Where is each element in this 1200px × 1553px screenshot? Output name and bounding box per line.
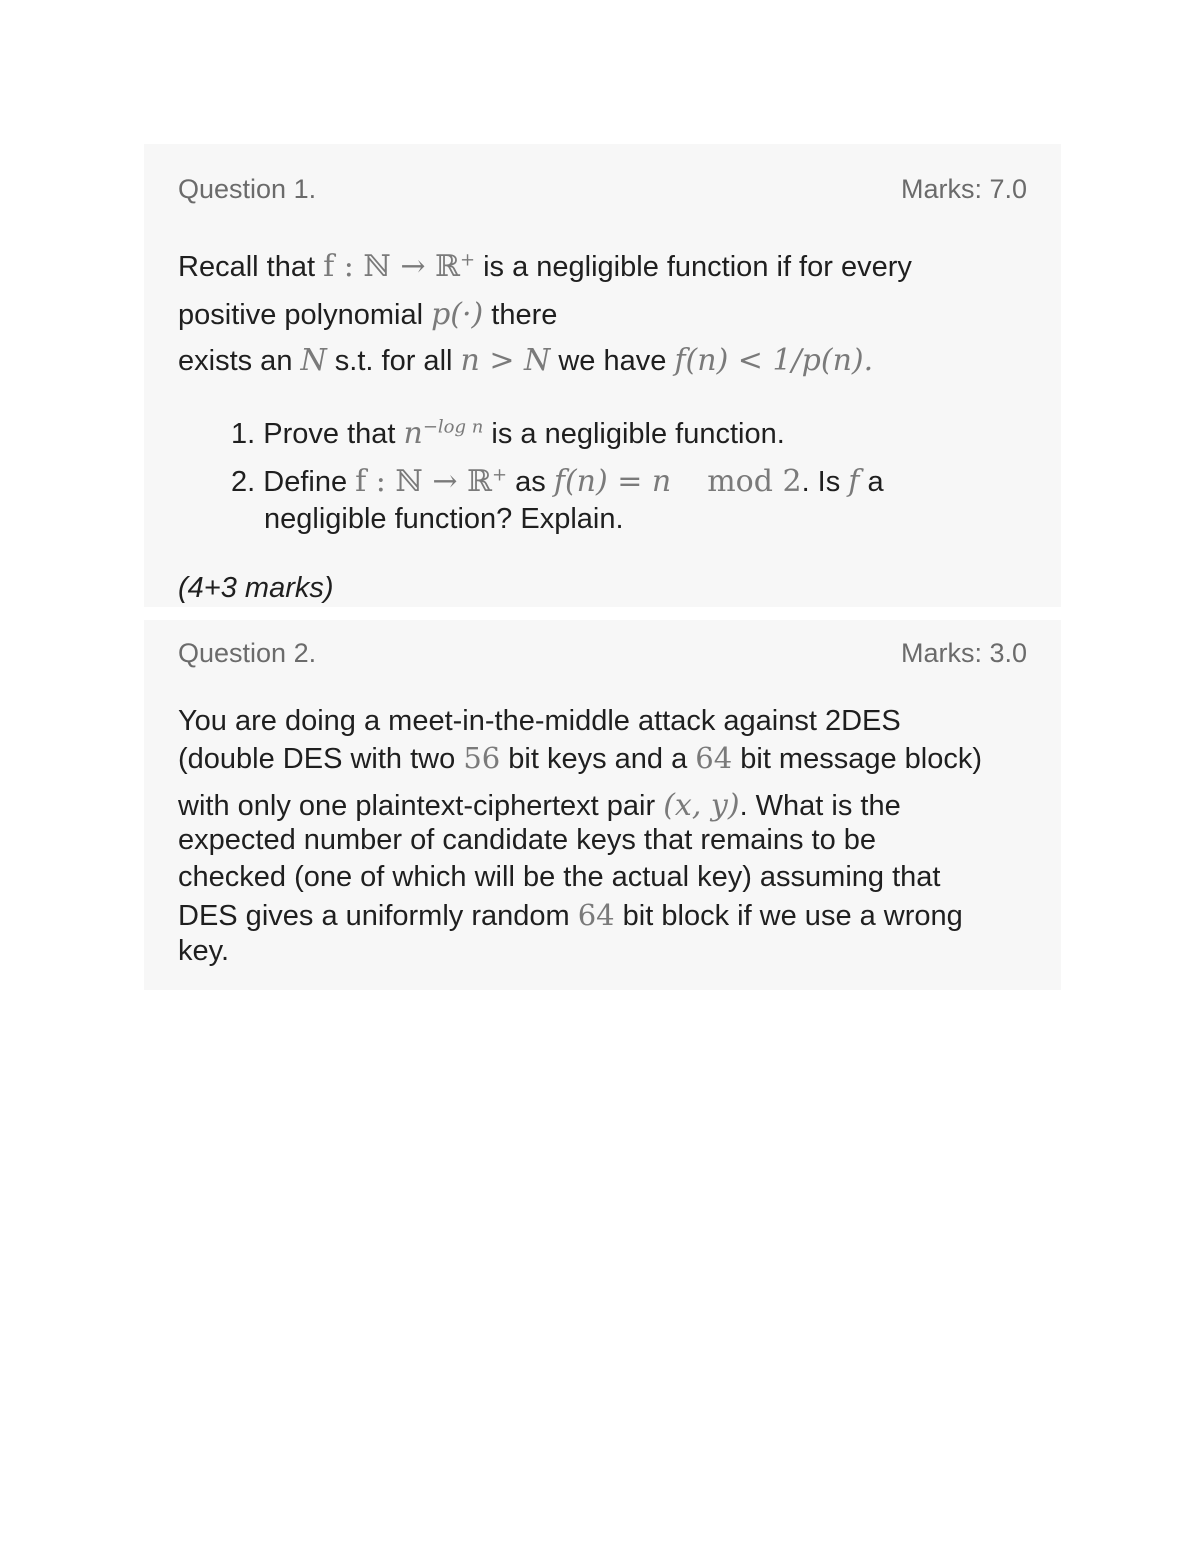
math-number: 64 (577, 898, 615, 932)
text: positive polynomial (178, 299, 432, 331)
text: is a negligible function if for every (475, 251, 912, 283)
text: exists an (178, 345, 301, 377)
question-1-card (144, 144, 1061, 607)
question-number: Question 2. (178, 638, 317, 668)
question-marks: Marks: 3.0 (900, 638, 1027, 668)
math-superscript: + (492, 464, 508, 486)
math-superscript: −log n (422, 416, 484, 438)
body-line-6 (178, 898, 963, 933)
math-var: N (300, 343, 327, 378)
body-line-1: You are doing a meet-in-the-middle attack against 2DES (178, 705, 901, 737)
body-line-3 (178, 788, 901, 823)
intro-line-3 (178, 343, 873, 378)
body-line-5: checked (one of which will be the actual key) assuming that (178, 861, 941, 893)
text: . Is (801, 466, 849, 498)
text: Recall that (178, 251, 324, 283)
text: Prove that (263, 418, 404, 450)
body-line-4: expected number of candidate keys that remains to be (178, 824, 877, 856)
text: is a negligible function. (483, 418, 785, 450)
math-number: 64 (695, 741, 733, 775)
question-number: Question 1. (178, 174, 317, 204)
math-polynomial: p(·) (431, 297, 484, 332)
math-var: f (848, 464, 860, 499)
list-item-2-continued: negligible function? Explain. (264, 503, 624, 535)
text: as (507, 466, 554, 498)
list-number: 2. (231, 466, 264, 498)
math-function-signature: f : ℕ → ℝ (355, 464, 492, 499)
list-item-2 (231, 464, 884, 499)
text: there (483, 299, 558, 331)
math-function-signature: f : ℕ → ℝ (323, 249, 460, 284)
list-number: 1. (231, 418, 264, 450)
body-line-7: key. (178, 935, 230, 967)
text: bit message block) (732, 743, 983, 775)
text: with only one plaintext-ciphertext pair (178, 790, 664, 822)
math-inequality: n > N (460, 343, 551, 378)
question-2-card (144, 620, 1061, 990)
text: . What is the (739, 790, 901, 822)
text: a (859, 466, 884, 498)
intro-line-1 (178, 249, 912, 284)
body-line-2 (178, 741, 982, 776)
math-mod: mod 2 (707, 464, 802, 499)
math-number: 56 (463, 741, 501, 775)
text: DES gives a uniformly random (178, 900, 578, 932)
text: Define (263, 466, 356, 498)
math-inequality: f(n) < 1/p(n). (674, 343, 874, 378)
question-marks: Marks: 7.0 (900, 174, 1027, 204)
math-superscript: + (459, 249, 476, 271)
text: bit block if we use a wrong (614, 900, 963, 932)
math-pair: (x, y) (663, 788, 740, 823)
text: bit keys and a (500, 743, 696, 775)
intro-line-2 (178, 297, 557, 332)
text: we have (550, 345, 675, 377)
list-item-1 (231, 416, 785, 451)
marks-breakdown: (4+3 marks) (178, 572, 334, 604)
math-var: n (403, 416, 423, 451)
text: s.t. for all (326, 345, 461, 377)
text: (double DES with two (178, 743, 464, 775)
math-equation: f(n) = n (553, 464, 672, 499)
